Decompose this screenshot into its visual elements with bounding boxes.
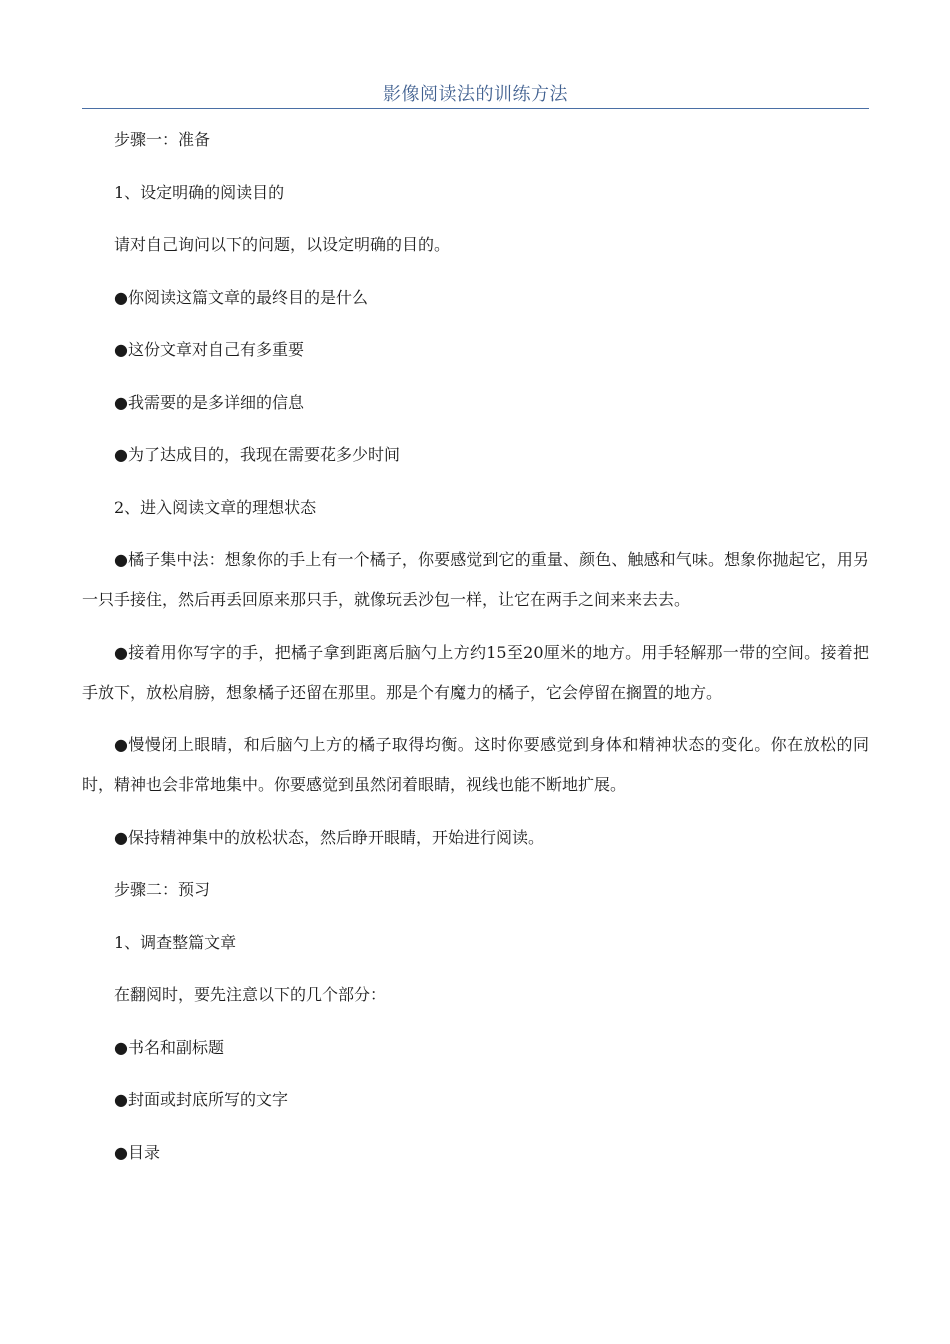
paragraph-ask-questions: 请对自己询问以下的问题，以设定明确的目的。 bbox=[114, 235, 451, 254]
bullet-importance: ●这份文章对自己有多重要 bbox=[114, 340, 304, 359]
bullet-final-goal: ●你阅读这篇文章的最终目的是什么 bbox=[114, 287, 368, 307]
bullet-time-needed: ●为了达成目的，我现在需要花多少时间 bbox=[114, 445, 400, 464]
bullet-orange-position: ●接着用你写字的手，把橘子拿到距离后脑勺上方约15至20厘米的地方。用手轻解那一带的空间。接着把手放下，放松肩膀，想象橘子还留在那里。那是个有魔力的橘子，它会停留在搁置的地方。 bbox=[82, 642, 869, 702]
title-underline bbox=[82, 108, 869, 109]
paragraph-set-goal: 1、设定明确的阅读目的 bbox=[114, 182, 285, 202]
paragraph-step1-heading: 步骤一：准备 bbox=[114, 130, 211, 149]
bullet-title-subtitle: ●书名和副标题 bbox=[114, 1037, 224, 1057]
bullet-cover-text: ●封面或封底所写的文字 bbox=[114, 1090, 288, 1109]
document-body bbox=[82, 120, 869, 1185]
bullet-close-eyes: ●慢慢闭上眼睛，和后脑勺上方的橘子取得均衡。这时你要感觉到身体和精神状态的变化。你在放松的同时，精神也会非常地集中。你要感觉到虽然闭着眼睛，视线也能不断地扩展。 bbox=[82, 735, 869, 794]
bullet-orange-focus: ●橘子集中法：想象你的手上有一个橘子，你要感觉到它的重量、颜色、触感和气味。想象你抛起它，用另一只手接住，然后再丢回原来那只手，就像玩丢沙包一样，让它在两手之间来来去去。 bbox=[82, 550, 869, 609]
document-title: 影像阅读法的训练方法 bbox=[383, 84, 568, 105]
paragraph-ideal-state: 2、进入阅读文章的理想状态 bbox=[114, 497, 317, 517]
paragraph-note-parts: 在翻阅时，要先注意以下的几个部分： bbox=[114, 985, 387, 1004]
bullet-detail-level: ●我需要的是多详细的信息 bbox=[114, 392, 304, 412]
bullet-table-of-contents: ●目录 bbox=[114, 1142, 160, 1162]
paragraph-survey-article: 1、调查整篇文章 bbox=[114, 932, 237, 952]
bullet-start-reading: ●保持精神集中的放松状态，然后睁开眼睛，开始进行阅读。 bbox=[114, 827, 544, 847]
paragraph-step2-heading: 步骤二：预习 bbox=[114, 880, 211, 899]
